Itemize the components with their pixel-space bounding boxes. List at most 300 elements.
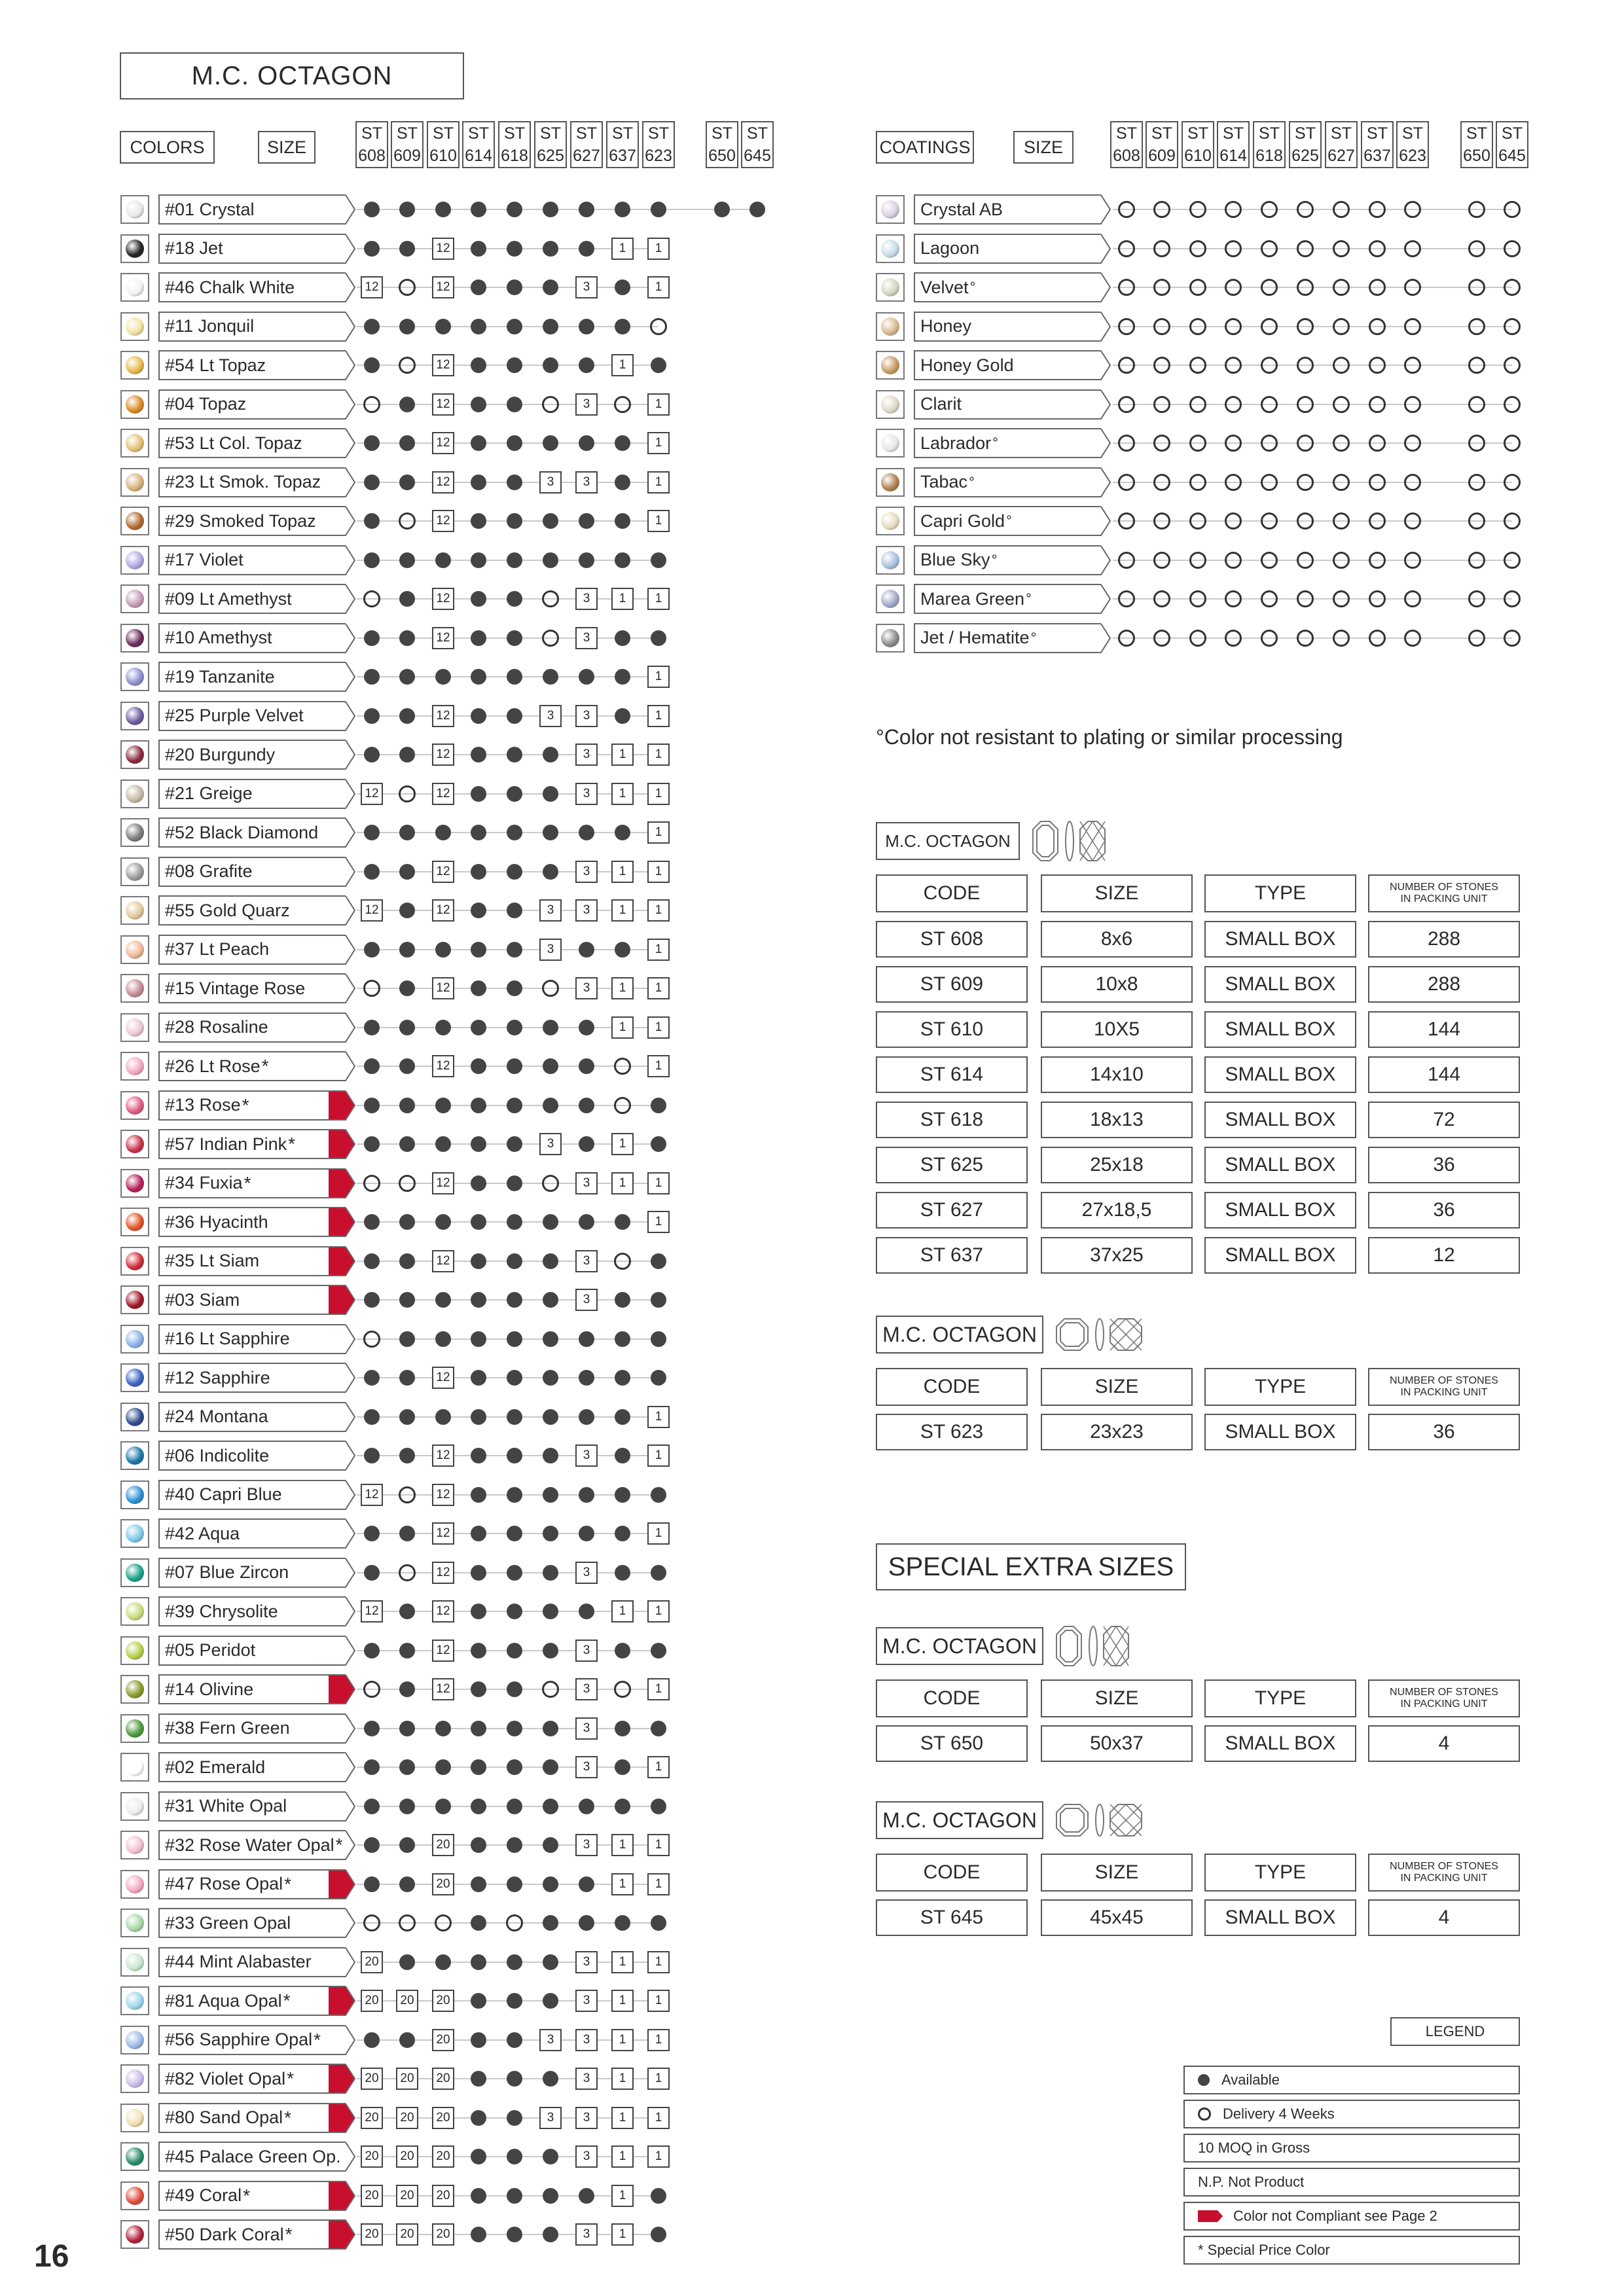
availability-cell: [610, 1950, 635, 1975]
moq-badge: 1: [647, 1406, 670, 1428]
available-dot-icon: [543, 1020, 558, 1035]
availability-cell: [466, 1638, 491, 1663]
availability-cell: [610, 704, 635, 728]
availability-cell: [538, 2028, 563, 2053]
table-header-text: NUMBER OF STONES: [1390, 1375, 1498, 1386]
color-swatch: [120, 935, 149, 964]
availability-cell: [431, 2106, 456, 2130]
table-header-cell: [1204, 1854, 1356, 1892]
gem-icon: [881, 395, 899, 414]
available-dot-icon: [507, 241, 522, 257]
table-label: [876, 822, 1020, 860]
available-dot-icon: [507, 2188, 522, 2204]
delivery-ring-icon: [542, 980, 559, 997]
color-swatch: [120, 1986, 149, 2015]
color-name: #11 Jonquil: [165, 316, 255, 336]
available-dot-icon: [651, 630, 666, 646]
availability-cell: [395, 1249, 420, 1274]
gem-icon: [881, 590, 899, 608]
delivery-ring-icon: [1333, 279, 1350, 296]
availability-cell: [646, 1365, 671, 1390]
availability-cell: [466, 898, 491, 923]
gem-icon: [126, 2225, 144, 2244]
legend-np: [1183, 2168, 1520, 2197]
available-dot-icon: [435, 1331, 451, 1347]
availability-cell: [502, 353, 527, 378]
availability-cell: [646, 1093, 671, 1118]
table-cell: [876, 1899, 1028, 1936]
moq-badge: 20: [396, 2145, 418, 2168]
coatings-st-650: [1460, 121, 1493, 168]
availability-cell: [646, 353, 671, 378]
availability-cell: [1114, 548, 1139, 573]
availability-cell: [431, 1054, 456, 1079]
availability-cell: [610, 1093, 635, 1118]
available-dot-icon: [507, 1331, 522, 1347]
table-cell-text: 72: [1433, 1109, 1455, 1130]
available-dot-icon: [579, 1020, 594, 1035]
delivery-ring-icon: [1504, 357, 1521, 374]
moq-badge: 1: [647, 2068, 670, 2090]
plating-note: °Color not resistant to plating or similar processing: [876, 725, 1343, 749]
table-cell-text: 36: [1433, 1154, 1455, 1175]
available-dot-icon: [435, 1759, 451, 1775]
available-dot-icon: [615, 825, 630, 840]
delivery-ring-icon: [542, 590, 559, 607]
availability-cell: [1257, 275, 1282, 300]
stone-shape-icon: [1032, 818, 1130, 864]
coating-label: [914, 272, 1111, 302]
moq-badge: 1: [647, 238, 670, 260]
availability-cell: [1185, 353, 1210, 378]
table-cell-text: 288: [1427, 928, 1461, 950]
table-cell: [1041, 1414, 1193, 1450]
available-dot-icon: [507, 1837, 522, 1853]
delivery-ring-icon: [1468, 396, 1485, 413]
color-swatch: [120, 974, 149, 1003]
availability-cell: [466, 1443, 491, 1468]
availability-cell: [1500, 548, 1525, 573]
coatings-st-645: [1496, 121, 1528, 168]
availability-cell: [1329, 353, 1354, 378]
availability-cell: [431, 2066, 456, 2091]
legend-not-compliant-text: Color not Compliant see Page 2: [1233, 2208, 1437, 2224]
st-prefix: ST: [1466, 124, 1487, 143]
color-label: [158, 467, 356, 497]
gem-icon: [126, 1330, 144, 1348]
table-header-cell: [1204, 1679, 1356, 1717]
moq-badge: 1: [611, 2185, 634, 2207]
availability-cell: [431, 898, 456, 923]
moq-badge: 1: [647, 1873, 670, 1895]
available-dot-icon: [615, 1526, 630, 1541]
availability-cell: [1365, 626, 1390, 651]
available-dot-icon: [579, 1331, 594, 1347]
availability-cell: [431, 2028, 456, 2053]
availability-cell: [1365, 197, 1390, 222]
availability-cell: [538, 2066, 563, 2091]
available-dot-icon: [471, 2032, 486, 2048]
availability-cell: [646, 1249, 671, 1274]
availability-cell: [359, 1794, 384, 1819]
delivery-ring-icon: [1153, 512, 1170, 529]
delivery-ring-icon: [1297, 396, 1314, 413]
coatings-st-623: [1396, 121, 1429, 168]
delivery-ring-icon: [1333, 435, 1350, 452]
available-dot-icon: [615, 475, 630, 490]
available-dot-icon: [364, 708, 380, 724]
table-header-cell: [1041, 874, 1193, 912]
availability-cell: [466, 2144, 491, 2169]
color-swatch: [120, 857, 149, 886]
colors-st-618: [498, 121, 531, 168]
available-dot-icon: [579, 513, 594, 529]
availability-cell: [395, 1716, 420, 1741]
available-dot-icon: [651, 1253, 666, 1269]
availability-cell: [1293, 431, 1318, 456]
availability-cell: [359, 2066, 384, 2091]
table-cell: [1041, 1899, 1193, 1936]
availability-cell: [1293, 509, 1318, 533]
color-swatch: [120, 1247, 149, 1276]
available-dot-icon: [435, 669, 451, 685]
availability-cell: [395, 2106, 420, 2130]
delivery-ring-icon: [1333, 552, 1350, 569]
available-dot-icon: [543, 1721, 558, 1736]
moq-badge: 3: [575, 276, 598, 298]
available-dot-icon: [507, 2110, 522, 2126]
available-dot-icon: [471, 1526, 486, 1541]
available-dot-icon: [399, 591, 415, 607]
availability-cell: [574, 664, 599, 689]
availability-cell: [359, 1093, 384, 1118]
availability-cell: [395, 314, 420, 339]
moq-badge: 1: [611, 1990, 634, 2012]
availability-cell: [1221, 626, 1246, 651]
availability-cell: [538, 2222, 563, 2247]
moq-badge: 12: [432, 627, 454, 649]
moq-badge: 3: [575, 588, 598, 610]
available-dot-icon: [543, 2149, 558, 2164]
availability-cell: [538, 1365, 563, 1390]
delivery-ring-icon: [1504, 240, 1521, 257]
delivery-ring-icon: [399, 785, 416, 802]
availability-cell: [431, 353, 456, 378]
available-dot-icon: [543, 279, 558, 295]
gem-icon: [126, 629, 144, 647]
availability-cell: [466, 1287, 491, 1312]
availability-cell: [538, 1171, 563, 1196]
table-cell: [1204, 1237, 1356, 1274]
availability-cell: [431, 1171, 456, 1196]
availability-cell: [466, 2028, 491, 2053]
availability-cell: [1257, 626, 1282, 651]
availability-cell: [1293, 548, 1318, 573]
availability-cell: [1329, 626, 1354, 651]
available-dot-icon: [399, 980, 415, 996]
gem-icon: [126, 240, 144, 258]
availability-cell: [1185, 586, 1210, 611]
color-label: [158, 1051, 356, 1081]
availability-cell: [1365, 275, 1390, 300]
availability-cell: [1257, 236, 1282, 261]
coating-name: Tabac: [920, 472, 968, 492]
availability-cell: [610, 1132, 635, 1157]
legend-available-text: Available: [1221, 2072, 1280, 2088]
table-cell: [1204, 966, 1356, 1003]
table-cell-text: SMALL BOX: [1225, 973, 1336, 995]
delivery-ring-icon: [1261, 279, 1278, 296]
availability-cell: [1500, 197, 1525, 222]
availability-cell: [574, 314, 599, 339]
availability-cell: [431, 1287, 456, 1312]
available-dot-icon: [471, 1292, 486, 1308]
moq-badge: 20: [361, 1951, 383, 1973]
table-cell-text: 37x25: [1090, 1244, 1144, 1266]
color-swatch: [120, 429, 149, 457]
availability-cell: [466, 781, 491, 806]
availability-cell: [431, 1872, 456, 1897]
coating-swatch: [876, 351, 905, 380]
availability-cell: [359, 197, 384, 222]
color-swatch: [120, 662, 149, 691]
delivery-ring-icon: [1118, 552, 1135, 569]
delivery-ring-icon: [1189, 474, 1206, 491]
table-header-cell: [876, 874, 1028, 912]
table-cell: [1368, 1414, 1520, 1450]
delivery-ring-icon: [1468, 630, 1485, 647]
availability-cell: [1185, 509, 1210, 533]
table-header-text: IN PACKING UNIT: [1400, 1873, 1488, 1884]
color-name: #50 Dark Coral: [165, 2224, 284, 2244]
special-price-star: *: [261, 1056, 269, 1076]
table-cell: [876, 1011, 1028, 1048]
availability-cell: [610, 859, 635, 884]
moq-badge: 3: [575, 2068, 598, 2090]
availability-cell: [646, 1833, 671, 1857]
table-label: [876, 1316, 1043, 1354]
table-header-text: TYPE: [1254, 1687, 1307, 1709]
moq-badge: 20: [432, 2185, 454, 2207]
moq-badge: 12: [361, 783, 383, 805]
availability-cell: [395, 1521, 420, 1546]
availability-cell: [395, 781, 420, 806]
delivery-ring-icon: [1153, 474, 1170, 491]
color-name: #06 Indicolite: [165, 1445, 270, 1465]
gem-icon: [126, 1914, 144, 1932]
availability-cell: [359, 1443, 384, 1468]
available-dot-icon: [471, 1721, 486, 1736]
available-dot-icon: [435, 552, 451, 568]
table-label-text: M.C. OCTAGON: [882, 1634, 1037, 1658]
availability-cell: [1221, 197, 1246, 222]
degree-mark: °: [1006, 512, 1012, 529]
table-cell: [876, 1237, 1028, 1274]
delivery-ring-icon: [650, 318, 667, 335]
delivery-ring-icon: [1153, 630, 1170, 647]
moq-badge: 12: [432, 238, 454, 260]
available-dot-icon: [507, 1253, 522, 1269]
color-label: [158, 1013, 356, 1043]
availability-cell: [1400, 392, 1425, 417]
availability-cell: [574, 1677, 599, 1702]
availability-cell: [431, 1560, 456, 1585]
delivery-ring-icon: [1225, 552, 1242, 569]
availability-cell: [466, 1054, 491, 1079]
available-dot-icon: [507, 1020, 522, 1035]
availability-cell: [610, 937, 635, 962]
delivery-ring-icon: [1333, 474, 1350, 491]
availability-cell: [359, 704, 384, 728]
availability-cell: [538, 1287, 563, 1312]
availability-cell: [431, 781, 456, 806]
color-label: [158, 1285, 356, 1315]
st-number: 625: [537, 147, 564, 165]
availability-cell: [359, 1405, 384, 1429]
table-header-cell: [1204, 1368, 1356, 1406]
available-dot-icon: [507, 903, 522, 918]
availability-cell: [395, 509, 420, 533]
moq-badge: 1: [647, 1016, 670, 1039]
availability-cell: [646, 1910, 671, 1935]
availability-cell: [646, 937, 671, 962]
available-dot-icon: [399, 397, 415, 412]
moq-badge: 3: [575, 2223, 598, 2246]
gem-icon: [126, 1797, 144, 1816]
availability-cell: [502, 197, 527, 222]
availability-cell: [1257, 509, 1282, 533]
gem-icon: [126, 785, 144, 803]
availability-cell: [395, 2183, 420, 2208]
availability-cell: [359, 859, 384, 884]
availability-cell: [538, 937, 563, 962]
table-label-text: M.C. OCTAGON: [885, 831, 1011, 851]
availability-cell: [359, 275, 384, 300]
availability-cell: [1329, 236, 1354, 261]
table-header-text: NUMBER OF STONES: [1390, 1861, 1498, 1872]
table-header-text: SIZE: [1094, 1861, 1139, 1883]
color-label: [158, 428, 356, 458]
gem-icon: [126, 823, 144, 842]
availability-cell: [574, 1327, 599, 1352]
availability-cell: [610, 1171, 635, 1196]
moq-badge: 20: [432, 2107, 454, 2129]
availability-cell: [646, 392, 671, 417]
availability-cell: [395, 2144, 420, 2169]
table-header-text: IN PACKING UNIT: [1400, 1387, 1488, 1398]
table-cell: [1204, 921, 1356, 958]
table-cell-text: SMALL BOX: [1225, 1018, 1336, 1040]
availability-cell: [538, 664, 563, 689]
color-label: [158, 1791, 356, 1821]
availability-cell: [538, 898, 563, 923]
table-cell: [1041, 1056, 1193, 1093]
color-swatch: [120, 896, 149, 925]
availability-cell: [646, 859, 671, 884]
available-dot-icon: [543, 1487, 558, 1503]
coating-name: Honey Gold: [920, 355, 1014, 375]
gem-icon: [881, 317, 899, 336]
delivery-ring-icon: [1297, 630, 1314, 647]
color-swatch: [120, 1013, 149, 1042]
legend-special-price: [1183, 2236, 1520, 2265]
st-prefix: ST: [576, 124, 597, 143]
available-dot-icon: [615, 1643, 630, 1659]
color-name: #25 Purple Velvet: [165, 706, 304, 725]
table-cell: [1204, 1192, 1356, 1229]
color-swatch: [120, 1792, 149, 1821]
available-dot-icon: [364, 1565, 380, 1581]
color-label: [158, 1441, 356, 1471]
degree-mark: °: [1026, 590, 1032, 607]
availability-cell: [538, 1054, 563, 1079]
moq-badge: 12: [432, 1678, 454, 1700]
availability-cell: [745, 197, 770, 222]
available-dot-icon: [543, 1098, 558, 1113]
degree-mark: °: [992, 435, 998, 451]
color-swatch: [120, 1285, 149, 1314]
moq-badge: 1: [611, 1016, 634, 1039]
delivery-ring-icon: [1468, 240, 1485, 257]
availability-cell: [1149, 509, 1174, 533]
color-swatch: [120, 234, 149, 263]
available-dot-icon: [364, 1409, 380, 1425]
coating-label: [914, 506, 1111, 536]
color-swatch: [120, 1480, 149, 1509]
availability-cell: [646, 197, 671, 222]
availability-cell: [646, 2028, 671, 2053]
color-swatch: [120, 1403, 149, 1431]
table-cell: [1204, 1056, 1356, 1093]
gem-icon: [126, 1096, 144, 1115]
st-prefix: ST: [1502, 124, 1523, 143]
availability-cell: [610, 1716, 635, 1741]
delivery-ring-icon: [1468, 435, 1485, 452]
availability-cell: [646, 1132, 671, 1157]
st-prefix: ST: [712, 124, 732, 143]
coating-swatch: [876, 507, 905, 535]
availability-cell: [646, 431, 671, 456]
moq-badge: 20: [361, 2223, 383, 2246]
colors-st-627: [570, 121, 603, 168]
available-dot-icon: [507, 2149, 522, 2164]
availability-cell: [502, 1677, 527, 1702]
moq-badge: 3: [575, 1172, 598, 1194]
availability-cell: [395, 392, 420, 417]
moq-badge: 12: [432, 588, 454, 610]
availability-cell: [466, 1910, 491, 1935]
availability-cell: [502, 937, 527, 962]
availability-cell: [466, 2222, 491, 2247]
st-prefix: ST: [1116, 124, 1137, 143]
available-dot-icon: [364, 1799, 380, 1814]
table-header-cell: [1204, 874, 1356, 912]
availability-cell: [1464, 586, 1489, 611]
availability-cell: [610, 392, 635, 417]
availability-cell: [359, 742, 384, 767]
moq-badge: 3: [575, 2107, 598, 2129]
availability-cell: [1185, 314, 1210, 339]
coating-label: [914, 467, 1111, 497]
availability-cell: [574, 820, 599, 845]
color-label: [158, 857, 356, 887]
availability-cell: [1149, 431, 1174, 456]
availability-cell: [610, 1482, 635, 1507]
table-cell: [1041, 1011, 1193, 1048]
color-name: #24 Montana: [165, 1407, 268, 1426]
availability-cell: [1293, 586, 1318, 611]
table-cell: [1368, 921, 1520, 958]
